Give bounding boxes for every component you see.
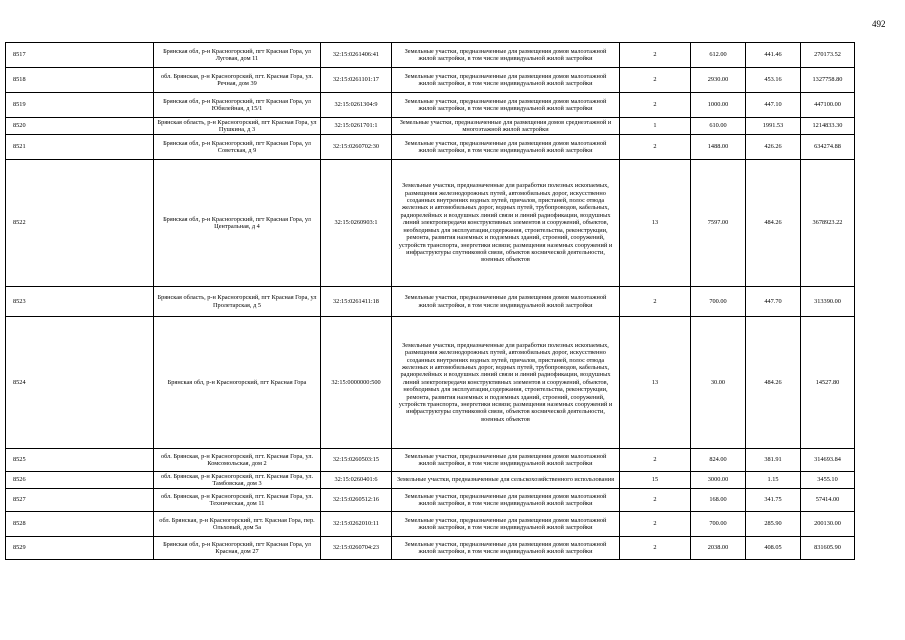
cadastral-number-cell: 32:15:0000000:500 [321, 317, 392, 449]
group-cell: 2 [620, 489, 691, 512]
cadastral-value-cell: 200130.00 [801, 512, 855, 537]
area-cell: 610.00 [691, 118, 746, 135]
row-number: 8528 [6, 512, 154, 537]
table-body [6, 43, 855, 560]
group-cell: 1 [620, 118, 691, 135]
land-use-cell: Земельные участки, предназначенные для размещения домов малоэтажной жилой застройки, в том числе индивидуальной жилой застройки [392, 43, 620, 68]
group-cell: 13 [620, 160, 691, 287]
specific-value-cell: 447.10 [746, 93, 801, 118]
specific-value-cell: 285.90 [746, 512, 801, 537]
table-row [6, 512, 855, 537]
address-cell: обл. Брянская, р-н Красногорский, пгт. Красная Гора, ул. Тамбовская, дом 3 [154, 472, 321, 489]
cadastral-number-cell: 32:15:0261701:1 [321, 118, 392, 135]
area-cell: 3000.00 [691, 472, 746, 489]
group-cell: 2 [620, 135, 691, 160]
table-row [6, 537, 855, 560]
land-use-cell: Земельные участки, предназначенные для разработки полезных ископаемых, размещения железнодорожных путей, автомобильных дорог, искусственно созданных внутренних водных путей, причалов, пристаней, полос отвода железных и автомобильных дорог, водных путей, трубопроводов, кабельных, радиорелейных и воздушных линий связи и линий радиофикации, воздушных линий электропередачи конструктивных элементов и сооружений, объектов, необходимых для эксплуатации,содержания, строительства, реконструкции, ремонта, развития наземных и подземных зданий, строений, сооружений, устройств транспорта, энергетики исвязи; размещения наземных сооружений и инфраструктуры спутниковой связи, объектов космической деятельности, военных объектов [392, 160, 620, 287]
cadastral-value-cell: 3678923.22 [801, 160, 855, 287]
land-use-cell: Земельные участки, предназначенные для размещения домов малоэтажной жилой застройки, в том числе индивидуальной жилой застройки [392, 287, 620, 317]
address-cell: Брянская обл, р-н Красногорский, пгт Красная Гора, ул Центральная, д 4 [154, 160, 321, 287]
group-cell: 15 [620, 472, 691, 489]
specific-value-cell: 1.15 [746, 472, 801, 489]
specific-value-cell: 484.26 [746, 317, 801, 449]
land-use-cell: Земельные участки, предназначенные для размещения домов малоэтажной жилой застройки, в том числе индивидуальной жилой застройки [392, 135, 620, 160]
table-row [6, 489, 855, 512]
cadastral-value-cell: 447100.00 [801, 93, 855, 118]
land-use-cell: Земельные участки, предназначенные для размещения домов малоэтажной жилой застройки, в том числе индивидуальной жилой застройки [392, 489, 620, 512]
group-cell: 2 [620, 449, 691, 472]
land-use-cell: Земельные участки, предназначенные для размещения домов малоэтажной жилой застройки, в том числе индивидуальной жилой застройки [392, 68, 620, 93]
area-cell: 168.00 [691, 489, 746, 512]
row-number: 8524 [6, 317, 154, 449]
specific-value-cell: 426.26 [746, 135, 801, 160]
address-cell: обл. Брянская, р-н Красногорский, пгт. Красная Гора, пер. Ольховый, дом 5а [154, 512, 321, 537]
area-cell: 612.00 [691, 43, 746, 68]
land-use-cell: Земельные участки, предназначенные для разработки полезных ископаемых, размещения железнодорожных путей, автомобильных дорог, искусственно созданных внутренних водных путей, причалов, пристаней, полос отвода железных и автомобильных дорог, водных путей, трубопроводов, кабельных, радиорелейных и воздушных линий связи и линий радиофикации, воздушных линий электропередачи конструктивных элементов и сооружений, объектов, необходимых для эксплуатации,содержания, строительства, реконструкции, ремонта, развития наземных и подземных зданий, строений, сооружений, устройств транспорта, энергетики исвязи; размещения наземных сооружений и инфраструктуры спутниковой связи, объектов космической деятельности, военных объектов [392, 317, 620, 449]
cadastral-value-cell: 1214833.30 [801, 118, 855, 135]
address-cell: Брянская область, р-н Красногорский, пгт Красная Гора, ул Пролетарская, д 5 [154, 287, 321, 317]
specific-value-cell: 453.16 [746, 68, 801, 93]
cadastral-value-cell: 313390.00 [801, 287, 855, 317]
cadastral-number-cell: 32:15:0260503:15 [321, 449, 392, 472]
table-row [6, 118, 855, 135]
area-cell: 700.00 [691, 287, 746, 317]
group-cell: 2 [620, 512, 691, 537]
cadastral-number-cell: 32:15:0261411:18 [321, 287, 392, 317]
table-row [6, 68, 855, 93]
address-cell: Брянская обл, р-н Красногорский, пгт Красная Гора, ул Красная, дом 27 [154, 537, 321, 560]
address-cell: обл. Брянская, р-н Красногорский, пгт. Красная Гора, ул. Техническая, дом 11 [154, 489, 321, 512]
address-cell: Брянская обл, р-н Красногорский, пгт Красная Гора, ул Советская, д 9 [154, 135, 321, 160]
cadastral-value-cell: 57414.00 [801, 489, 855, 512]
cadastral-value-cell: 3455.10 [801, 472, 855, 489]
page-number: 492 [872, 19, 886, 29]
land-use-cell: Земельные участки, предназначенные для сельскохозяйственного использования [392, 472, 620, 489]
specific-value-cell: 1991.53 [746, 118, 801, 135]
group-cell: 2 [620, 287, 691, 317]
row-number: 8527 [6, 489, 154, 512]
cadastral-value-cell: 14527.80 [801, 317, 855, 449]
specific-value-cell: 447.70 [746, 287, 801, 317]
land-plots-table [5, 42, 855, 560]
cadastral-number-cell: 32:15:0260702:30 [321, 135, 392, 160]
row-number: 8525 [6, 449, 154, 472]
cadastral-number-cell: 32:15:0260704:23 [321, 537, 392, 560]
table-row [6, 317, 855, 449]
table-row [6, 43, 855, 68]
cadastral-number-cell: 32:15:0261304:9 [321, 93, 392, 118]
row-number: 8522 [6, 160, 154, 287]
table-row [6, 160, 855, 287]
table-row [6, 93, 855, 118]
land-use-cell: Земельные участки, предназначенные для размещения домов среднеэтажной и многоэтажной жилой застройки [392, 118, 620, 135]
row-number: 8518 [6, 68, 154, 93]
address-cell: обл. Брянская, р-н Красногорский, пгт. Красная Гора, ул. Речная, дом 39 [154, 68, 321, 93]
area-cell: 1000.00 [691, 93, 746, 118]
area-cell: 700.00 [691, 512, 746, 537]
area-cell: 2038.00 [691, 537, 746, 560]
cadastral-value-cell: 634274.88 [801, 135, 855, 160]
area-cell: 2930.00 [691, 68, 746, 93]
row-number: 8523 [6, 287, 154, 317]
group-cell: 2 [620, 43, 691, 68]
cadastral-number-cell: 32:15:0261406:41 [321, 43, 392, 68]
cadastral-number-cell: 32:15:0261101:17 [321, 68, 392, 93]
land-use-cell: Земельные участки, предназначенные для размещения домов малоэтажной жилой застройки, в том числе индивидуальной жилой застройки [392, 93, 620, 118]
cadastral-value-cell: 1327758.80 [801, 68, 855, 93]
group-cell: 2 [620, 537, 691, 560]
area-cell: 30.00 [691, 317, 746, 449]
table-row [6, 472, 855, 489]
row-number: 8519 [6, 93, 154, 118]
cadastral-value-cell: 270173.52 [801, 43, 855, 68]
cadastral-value-cell: 314693.84 [801, 449, 855, 472]
area-cell: 824.00 [691, 449, 746, 472]
specific-value-cell: 441.46 [746, 43, 801, 68]
group-cell: 2 [620, 68, 691, 93]
row-number: 8520 [6, 118, 154, 135]
area-cell: 1488.00 [691, 135, 746, 160]
group-cell: 2 [620, 93, 691, 118]
row-number: 8521 [6, 135, 154, 160]
row-number: 8526 [6, 472, 154, 489]
land-use-cell: Земельные участки, предназначенные для размещения домов малоэтажной жилой застройки, в том числе индивидуальной жилой застройки [392, 449, 620, 472]
address-cell: обл. Брянская, р-н Красногорский, пгт. Красная Гора, ул. Комсомольская, дом 2 [154, 449, 321, 472]
table-row [6, 449, 855, 472]
address-cell: Брянская обл, р-н Красногорский, пгт Красная Гора, ул Юбилейная, д 15/1 [154, 93, 321, 118]
table-row [6, 135, 855, 160]
row-number: 8529 [6, 537, 154, 560]
specific-value-cell: 381.91 [746, 449, 801, 472]
cadastral-number-cell: 32:15:0260401:6 [321, 472, 392, 489]
cadastral-number-cell: 32:15:0262010:11 [321, 512, 392, 537]
land-use-cell: Земельные участки, предназначенные для размещения домов малоэтажной жилой застройки, в том числе индивидуальной жилой застройки [392, 512, 620, 537]
address-cell: Брянская область, р-н Красногорский, пгт Красная Гора, ул Пушкина, д 3 [154, 118, 321, 135]
cadastral-number-cell: 32:15:0260512:16 [321, 489, 392, 512]
row-number: 8517 [6, 43, 154, 68]
area-cell: 7597.00 [691, 160, 746, 287]
address-cell: Брянская обл, р-н Красногорский, пгт Красная Гора, ул Луговая, дом 11 [154, 43, 321, 68]
address-cell: Брянская обл, р-н Красногорский, пгт Красная Гора [154, 317, 321, 449]
table-row [6, 287, 855, 317]
cadastral-value-cell: 831605.90 [801, 537, 855, 560]
specific-value-cell: 408.05 [746, 537, 801, 560]
land-use-cell: Земельные участки, предназначенные для размещения домов малоэтажной жилой застройки, в том числе индивидуальной жилой застройки [392, 537, 620, 560]
cadastral-number-cell: 32:15:0260903:1 [321, 160, 392, 287]
specific-value-cell: 484.26 [746, 160, 801, 287]
group-cell: 13 [620, 317, 691, 449]
specific-value-cell: 341.75 [746, 489, 801, 512]
